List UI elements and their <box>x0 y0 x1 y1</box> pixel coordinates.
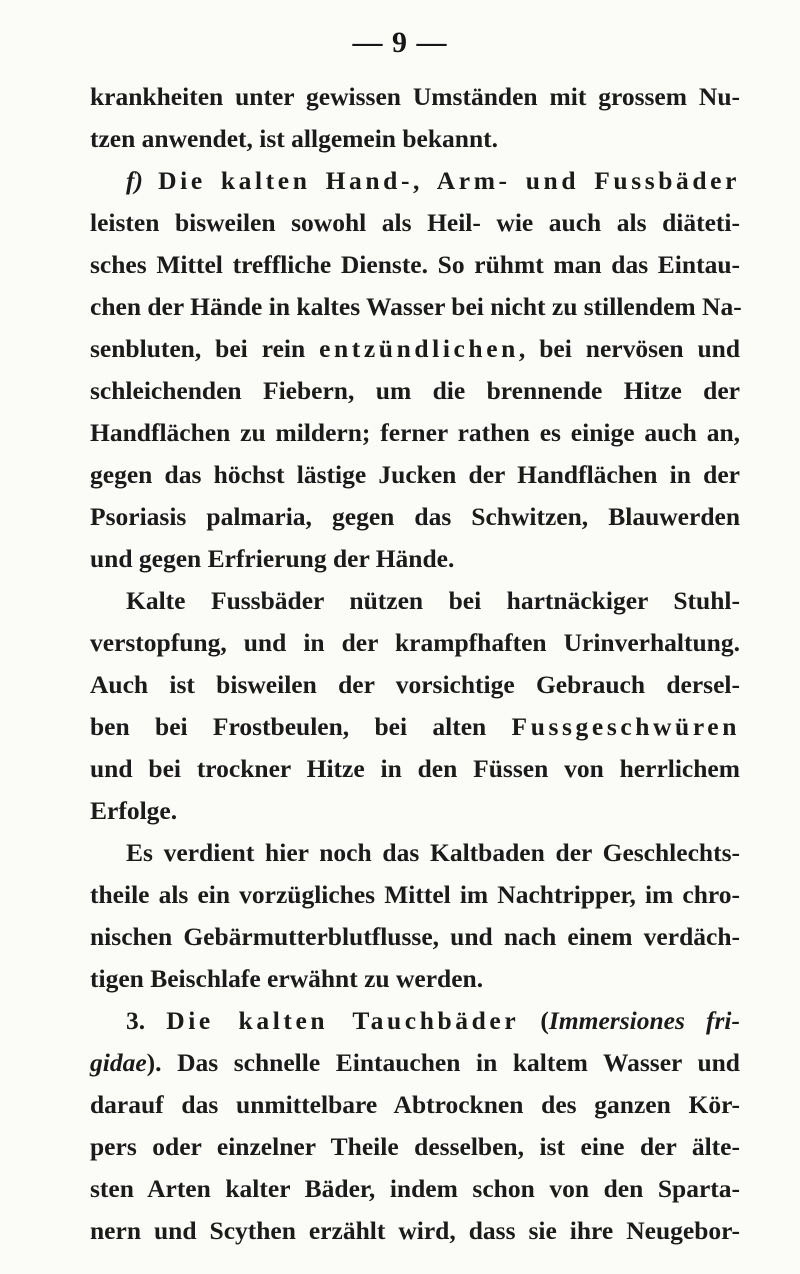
text-line: und gegen Erfrierung der Hände. <box>90 544 455 573</box>
text-line: nern und Scythen erzählt wird, dass sie ihre Neugebor- <box>90 1216 740 1245</box>
italic-term: Immersiones fri- <box>548 1006 740 1035</box>
text-line: und bei trockner Hitze in den Füssen von herrlichem <box>90 754 740 783</box>
text-line: Erfolge. <box>90 796 178 825</box>
text-line: gegen das höchst lästige Jucken der Handflächen in der <box>90 460 740 489</box>
text-line: sten Arten kalter Bäder, indem schon von den Sparta- <box>90 1174 740 1203</box>
text-line-heading-f <box>90 160 740 202</box>
spaced-word: entzündlichen <box>319 334 519 363</box>
text-line: leisten bisweilen sowohl als Heil- wie auch als diäteti- <box>90 208 740 237</box>
text-line: Handflächen zu mildern; ferner rathen es einige auch an, <box>90 418 740 447</box>
text-segment: ( <box>519 1006 549 1035</box>
text-line: tigen Beischlafe erwähnt zu werden. <box>90 964 484 993</box>
text-line <box>90 706 740 748</box>
text-line <box>90 328 740 370</box>
italic-term: gidae <box>90 1048 147 1077</box>
text-line: theile als ein vorzügliches Mittel im Nachtripper, im chro- <box>90 880 740 909</box>
text-line: Psoriasis palmaria, gegen das Schwitzen, Blauwerden <box>90 502 740 531</box>
text-line: krankheiten unter gewissen Umständen mit grossem Nu- <box>90 82 740 111</box>
text-line-heading-3 <box>90 1000 740 1042</box>
text-line: tzen anwendet, ist allgemein bekannt. <box>90 124 498 153</box>
text-line: schleichenden Fiebern, um die brennende Hitze der <box>90 376 740 405</box>
text-line <box>90 1042 740 1084</box>
text-line: darauf das unmittelbare Abtrocknen des ganzen Kör- <box>90 1090 740 1119</box>
text-line: chen der Hände in kaltes Wasser bei nicht zu stillendem Na- <box>90 292 742 321</box>
text-segment: ben bei Frostbeulen, bei alten <box>90 712 512 741</box>
body-text <box>90 76 740 1252</box>
spaced-heading: Die kalten Hand-, Arm- und Fussbäder <box>142 166 740 195</box>
spaced-heading: Die kalten Tauchbäder <box>166 1006 520 1035</box>
page-number: — 9 — <box>352 26 448 59</box>
text-line: sches Mittel treffliche Dienste. So rühmt man das Eintau- <box>90 250 740 279</box>
text-line: verstopfung, und in der krampfhaften Urinverhaltung. <box>90 628 740 657</box>
text-segment: , bei nervösen und <box>518 334 740 363</box>
text-line: nischen Gebärmutterblutflusse, und nach einem verdäch- <box>90 922 740 951</box>
spaced-word: Fussgeschwüren <box>511 712 740 741</box>
text-segment: senbluten, bei rein <box>90 334 320 363</box>
section-marker: f) <box>126 166 143 195</box>
text-segment: 3. <box>126 1006 167 1035</box>
text-line: Es verdient hier noch das Kaltbaden der Geschlechts- <box>126 838 740 867</box>
text-segment: ). Das schnelle Eintauchen in kaltem Wasser und <box>146 1048 740 1077</box>
text-line: Auch ist bisweilen der vorsichtige Gebrauch dersel- <box>90 670 740 699</box>
text-line: Kalte Fussbäder nützen bei hartnäckiger Stuhl- <box>126 586 740 615</box>
text-line: pers oder einzelner Theile desselben, ist eine der älte- <box>90 1132 740 1161</box>
